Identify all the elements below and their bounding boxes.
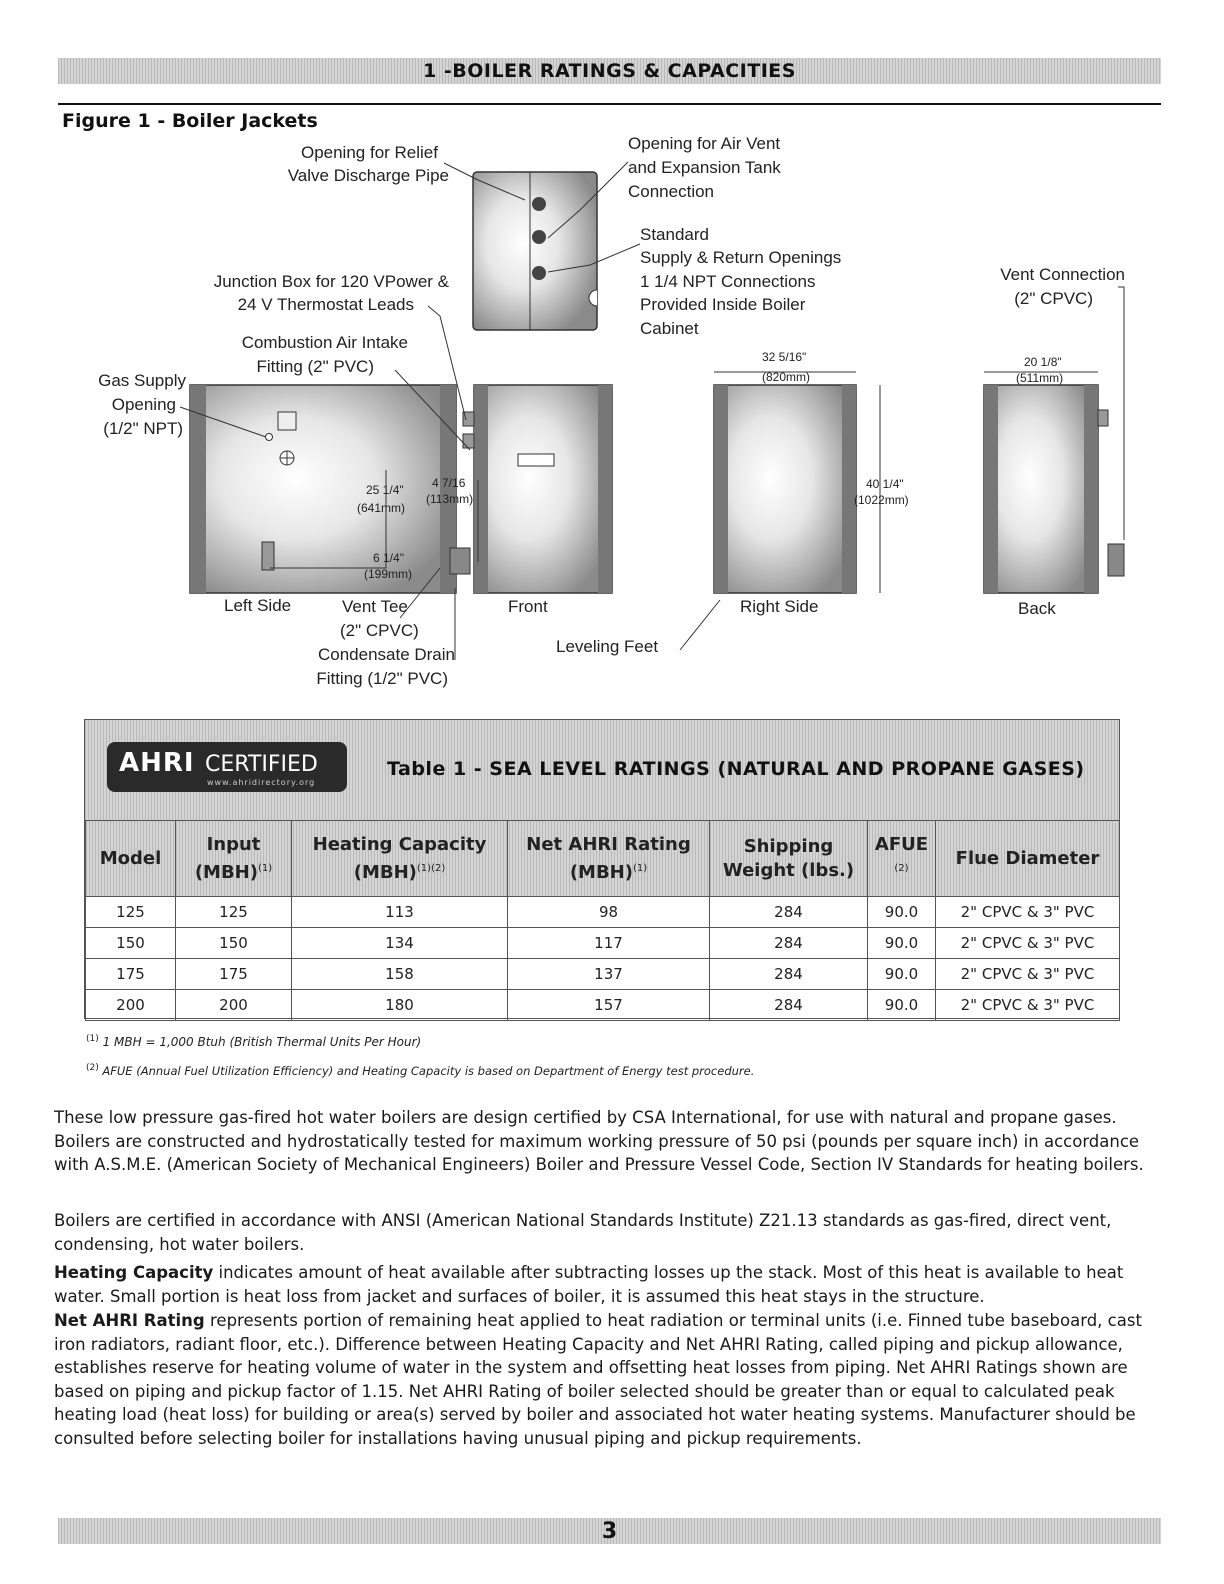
cell-flue-diameter: 2" CPVC & 3" PVC — [936, 897, 1120, 928]
heating-capacity-text: indicates amount of heat available after subtracting losses up the stack. Most of this heat is available to heat water. Small portion is heat loss from jacket and surfaces of boiler, it is assumed this heat stays in the structure. — [54, 1263, 1124, 1306]
cell-shipping-weight: 284 — [710, 897, 868, 928]
junction-label-line1: Junction Box for 120 VPower & — [213, 272, 449, 291]
ratings-table — [85, 820, 1120, 1021]
right-side-caption: Right Side — [740, 597, 819, 616]
cell-model: 200 — [86, 990, 176, 1021]
col-header-shipping-weight: Shipping Weight (lbs.) — [710, 821, 868, 897]
gas-label-line2: Opening — [111, 395, 176, 414]
dim-depth: 32 5/16" — [762, 350, 807, 364]
table-row — [86, 928, 1120, 959]
ahri-logo-text: CERTIFIED — [205, 752, 318, 777]
combustion-label-line1: Combustion Air Intake — [241, 333, 408, 352]
cell-input: 150 — [176, 928, 292, 959]
standard-label-line1: Standard — [640, 225, 709, 244]
col-header-model: Model — [86, 821, 176, 897]
cell-net-ahri: 137 — [508, 959, 710, 990]
table-row — [86, 990, 1120, 1021]
cell-net-ahri: 117 — [508, 928, 710, 959]
section-title: 1 -BOILER RATINGS & CAPACITIES — [423, 60, 796, 82]
paragraph-heating-capacity — [54, 1261, 1164, 1308]
standard-label-line4: Provided Inside Boiler — [640, 295, 806, 314]
front-caption: Front — [508, 597, 548, 616]
combustion-label-line2: Fitting (2" PVC) — [256, 357, 374, 376]
paragraph-certification: These low pressure gas-fired hot water boilers are design certified by CSA International, for use with natural and propane gases. Boilers are constructed and hydrostatically tested for maximum working pressure of 50 psi (pounds per square inch) in accordance with A.S.M.E. (American Society of Mechanical Engineers) Boiler and Pressure Vessel Code, Section IV Standards for heating boilers. — [54, 1108, 1144, 1174]
junction-label-line2: 24 V Thermostat Leads — [237, 295, 414, 314]
ahri-certified-logo — [107, 742, 347, 792]
dim-total-height: 40 1/4" — [866, 477, 904, 491]
dim-offset: 4 7/16 — [432, 476, 466, 490]
top-view-drawing — [473, 172, 597, 330]
col-header-afue: AFUE $^{(2)}$ — [868, 821, 936, 897]
ratings-table-block — [84, 719, 1120, 1019]
boiler-jackets-figure — [0, 0, 1224, 700]
condensate-label-line2: Fitting (1/2" PVC) — [316, 669, 448, 688]
cell-heating-capacity: 180 — [292, 990, 508, 1021]
footnote-1-mark: (1) — [86, 1034, 99, 1044]
table-row — [86, 897, 1120, 928]
right-side-drawing — [714, 372, 880, 593]
relief-label-line1: Opening for Relief — [300, 143, 438, 162]
leveling-feet-label: Leveling Feet — [556, 637, 659, 656]
left-side-caption: Left Side — [224, 596, 292, 615]
cell-flue-diameter: 2" CPVC & 3" PVC — [936, 928, 1120, 959]
heating-capacity-term: Heating Capacity — [54, 1263, 214, 1282]
cell-model: 175 — [86, 959, 176, 990]
cell-heating-capacity: 134 — [292, 928, 508, 959]
dim-depth-mm: (820mm) — [762, 370, 811, 384]
col-header-flue-diameter: Flue Diameter — [936, 821, 1120, 897]
footnote-1-text: 1 MBH = 1,000 Btuh (British Thermal Units Per Hour) — [102, 1035, 422, 1049]
cell-afue: 90.0 — [868, 959, 936, 990]
cell-model: 150 — [86, 928, 176, 959]
front-drawing — [463, 385, 612, 593]
cell-shipping-weight: 284 — [710, 928, 868, 959]
cell-heating-capacity: 113 — [292, 897, 508, 928]
cell-afue: 90.0 — [868, 990, 936, 1021]
dim-low: 6 1/4" — [373, 551, 404, 565]
cell-heating-capacity: 158 — [292, 959, 508, 990]
figure-title: Figure 1 - Boiler Jackets — [62, 110, 318, 132]
cell-input: 200 — [176, 990, 292, 1021]
cell-afue: 90.0 — [868, 897, 936, 928]
footnote-2-mark: (2) — [86, 1063, 99, 1073]
dim-low-mm: (199mm) — [364, 567, 413, 581]
airvent-label-line2: and Expansion Tank — [628, 158, 781, 177]
ahri-logo-mark: AHRI — [119, 748, 195, 778]
cell-model: 125 — [86, 897, 176, 928]
dim-offset-mm: (113mm) — [426, 492, 474, 506]
dim-height-left: 25 1/4" — [366, 483, 404, 497]
page-number: 3 — [601, 1519, 618, 1544]
gas-label-line1: Gas Supply — [98, 371, 186, 390]
vent-connection-label-line2: (2" CPVC) — [1014, 289, 1093, 308]
table-header-row — [86, 821, 1120, 897]
vent-connection-label-line1: Vent Connection — [1000, 265, 1125, 284]
net-ahri-text: represents portion of remaining heat applied to heat radiation or terminal units (i.e. Finned tube baseboard, cast iron radiators, radiant floor, etc.). Difference between Heating Capacity and Net AHRI Rating, called piping and pickup allowance, establishes reserve for heating volume of water in the system and offsetting heat losses from piping. Net AHRI Ratings shown are based on piping and pickup factor of 1.15. Net AHRI Rating of boiler selected should be greater than or equal to calculated peak heating load (heat loss) for building or area(s) served by boiler and associated hot water heating systems. Manufacturer should be consulted before selecting boiler for installations having unusual piping and pickup requirements. — [54, 1311, 1142, 1448]
gas-label-line3: (1/2" NPT) — [103, 419, 183, 438]
relief-label-line2: Valve Discharge Pipe — [287, 166, 449, 185]
cell-input: 175 — [176, 959, 292, 990]
cell-flue-diameter: 2" CPVC & 3" PVC — [936, 959, 1120, 990]
ahri-logo-url: www.ahridirectory.org — [207, 778, 316, 787]
standard-label-line5: Cabinet — [640, 319, 699, 338]
back-drawing — [984, 372, 1124, 593]
paragraph-ansi: Boilers are certified in accordance with ANSI (American National Standards Institute) Z21.13 standards as gas-fired, direct vent, condensing, hot water boilers. — [54, 1211, 1112, 1254]
airvent-label-line1: Opening for Air Vent — [628, 134, 781, 153]
vent-tee-label-line2: (2" CPVC) — [340, 621, 419, 640]
cell-flue-diameter: 2" CPVC & 3" PVC — [936, 990, 1120, 1021]
footnote-2 — [86, 1063, 754, 1078]
footer-bar — [58, 1518, 1161, 1544]
back-caption: Back — [1018, 599, 1056, 618]
table-header-band — [85, 720, 1119, 820]
footnote-1 — [86, 1034, 421, 1049]
dim-width-mm: (511mm) — [1016, 371, 1064, 385]
standard-label-line2: Supply & Return Openings — [640, 248, 842, 267]
cell-net-ahri: 157 — [508, 990, 710, 1021]
airvent-label-line3: Connection — [628, 182, 715, 201]
left-side-drawing — [190, 385, 470, 593]
cell-afue: 90.0 — [868, 928, 936, 959]
col-header-net-ahri: Net AHRI Rating (MBH)$^{(1)}$ — [508, 821, 710, 897]
cell-net-ahri: 98 — [508, 897, 710, 928]
cell-input: 125 — [176, 897, 292, 928]
paragraph-net-ahri — [54, 1309, 1164, 1450]
dim-height-left-mm: (641mm) — [357, 501, 406, 515]
dim-width: 20 1/8" — [1024, 355, 1062, 369]
table-caption: Table 1 - SEA LEVEL RATINGS (NATURAL AND PROPANE GASES) — [387, 758, 1085, 780]
footnote-2-text: AFUE (Annual Fuel Utilization Efficiency) and Heating Capacity is based on Department of Energy test procedure. — [102, 1063, 755, 1078]
vent-tee-label-line1: Vent Tee — [342, 597, 408, 616]
net-ahri-term: Net AHRI Rating — [54, 1311, 205, 1330]
col-header-input: Input (MBH)$^{(1)}$ — [176, 821, 292, 897]
condensate-label-line1: Condensate Drain — [317, 645, 455, 664]
table-row — [86, 959, 1120, 990]
cell-shipping-weight: 284 — [710, 959, 868, 990]
col-header-heating-capacity: Heating Capacity (MBH)$^{(1)(2)}$ — [292, 821, 508, 897]
standard-label-line3: 1 1/4 NPT Connections — [640, 272, 816, 291]
cell-shipping-weight: 284 — [710, 990, 868, 1021]
dim-total-height-mm: (1022mm) — [854, 493, 909, 507]
